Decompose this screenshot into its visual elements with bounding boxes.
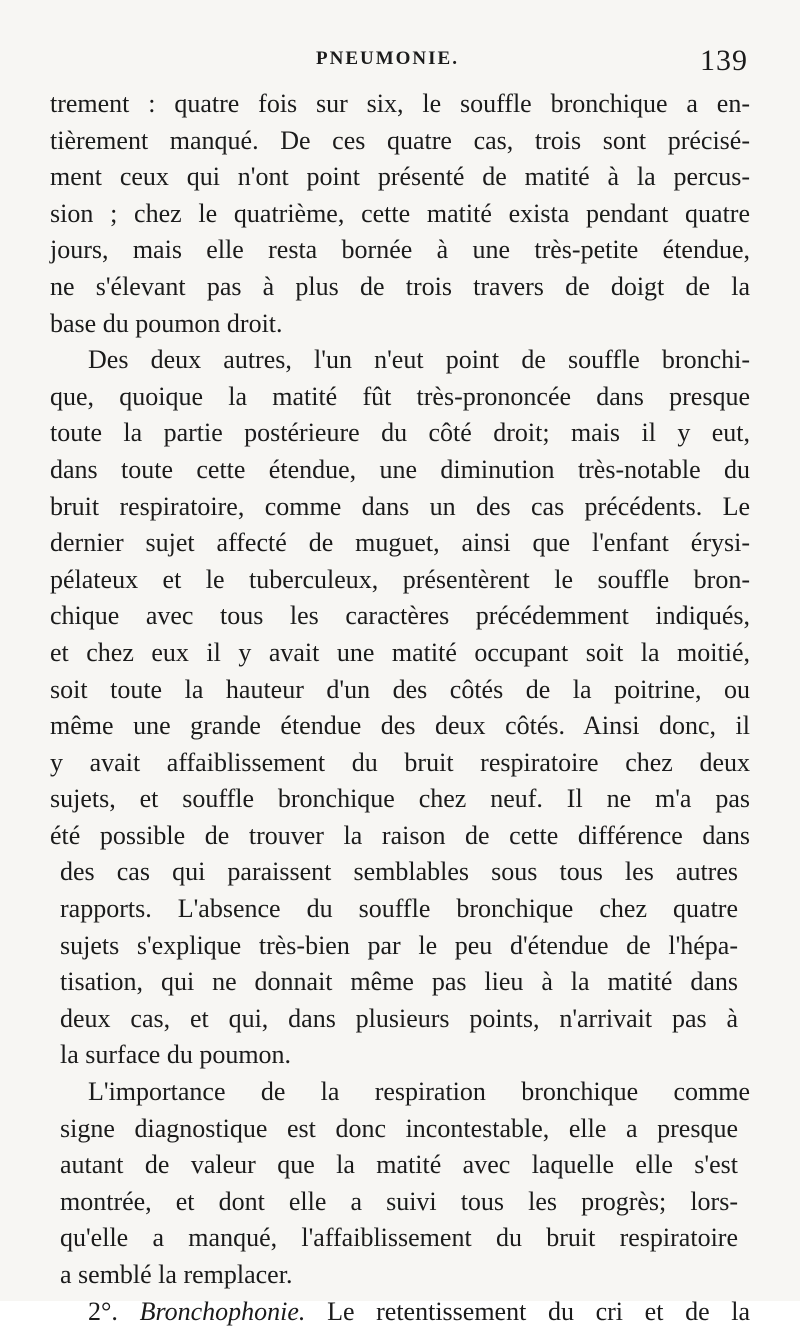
text-line: dans toute cette étendue, une diminution très-notable du	[50, 454, 750, 484]
paragraph-end-line: a semblé la remplacer.	[60, 1260, 293, 1289]
text-line: trement : quatre fois sur six, le souffle bronchique a en-	[50, 89, 750, 118]
text-line: chique avec tous les caractères précédemment indiqués,	[50, 601, 750, 631]
text-line: toute la partie postérieure du côté droit; mais il y eut,	[50, 418, 750, 448]
paragraph-start-line: Des deux autres, l'un n'eut point de souffle bronchi-	[88, 345, 750, 375]
text-line: rapports. L'absence du souffle bronchique chez quatre	[60, 894, 738, 924]
section-heading-line	[50, 1294, 750, 1330]
text-line: dernier sujet affecté de muguet, ainsi que l'enfant érysi-	[50, 528, 750, 558]
section-number: 2°.	[88, 1296, 118, 1326]
text-line: signe diagnostique est donc incontestable, elle a presque	[60, 1113, 738, 1143]
text-line: bruit respiratoire, comme dans un des cas précédents. Le	[50, 491, 750, 521]
text-line: ne s'élevant pas à plus de trois travers de doigt de la	[50, 271, 750, 301]
text-line: sion ; chez le quatrième, cette matité exista pendant quatre	[50, 198, 750, 228]
text-line: que, quoique la matité fût très-prononcée dans presque	[50, 381, 750, 411]
text-line: été possible de trouver la raison de cette différence dans	[50, 820, 750, 850]
text-line: y avait affaiblissement du bruit respiratoire chez deux	[50, 747, 750, 777]
text-line: autant de valeur que la matité avec laquelle elle s'est	[60, 1150, 738, 1180]
text-line: et chez eux il y avait une matité occupant soit la moitié,	[50, 637, 750, 667]
paragraph-end-line: base du poumon droit.	[50, 308, 283, 338]
text-line: montrée, et dont elle a suivi tous les progrès; lors-	[60, 1186, 738, 1216]
text-line: deux cas, et qui, dans plusieurs points, n'arrivait pas à	[60, 1003, 738, 1033]
paragraph-start-line: L'importance de la respiration bronchique comme	[88, 1077, 750, 1107]
text-line: des cas qui paraissent semblables sous tous les autres	[60, 857, 738, 887]
body-text	[50, 86, 750, 1330]
text-line: pélateux et le tuberculeux, présentèrent le souffle bron-	[50, 564, 750, 594]
text-line: tisation, qui ne donnait même pas lieu à la matité dans	[60, 967, 738, 997]
text-line: sujets s'explique très-bien par le peu d'étendue de l'hépa-	[60, 930, 738, 960]
text-line: ment ceux qui n'ont point présenté de matité à la percus-	[50, 162, 750, 192]
running-title: PNEUMONIE.	[316, 48, 459, 69]
section-text: Le retentissement du cri et de la	[327, 1296, 751, 1326]
running-head	[0, 44, 800, 80]
text-line: qu'elle a manqué, l'affaiblissement du bruit respiratoire	[60, 1223, 738, 1253]
page-number: 139	[700, 44, 748, 77]
text-line: soit toute la hauteur d'un des côtés de la poitrine, ou	[50, 674, 750, 704]
text-line: tièrement manqué. De ces quatre cas, trois sont précisé-	[50, 125, 750, 155]
text-line: même une grande étendue des deux côtés. Ainsi donc, il	[50, 711, 750, 741]
section-term: Bronchophonie.	[139, 1296, 306, 1326]
paragraph-end-line: la surface du poumon.	[60, 1040, 292, 1070]
text-line: jours, mais elle resta bornée à une très-petite étendue,	[50, 235, 750, 265]
text-line: sujets, et souffle bronchique chez neuf. Il ne m'a pas	[50, 784, 750, 814]
